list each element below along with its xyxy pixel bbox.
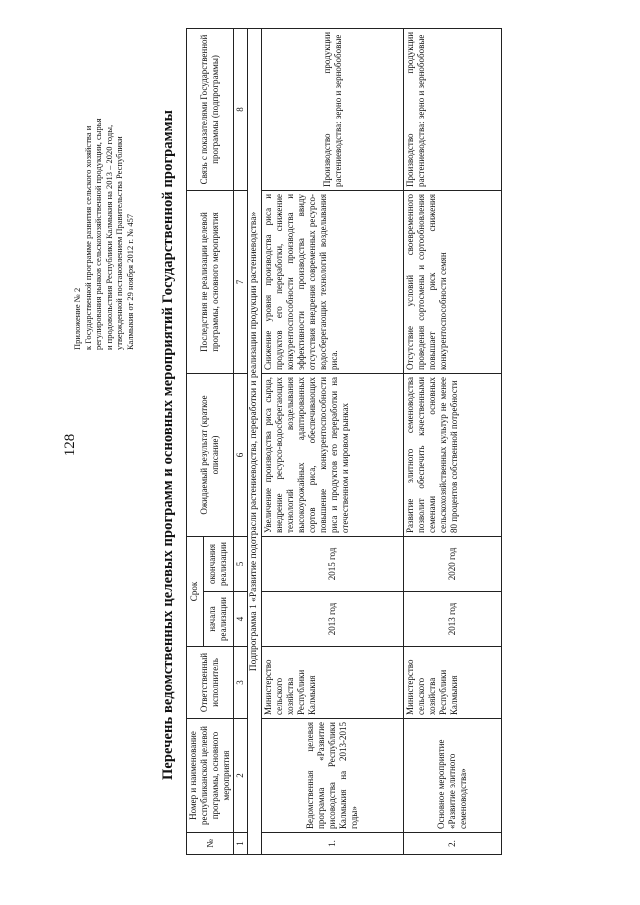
header-num: № <box>187 833 234 855</box>
subprogram-row <box>248 28 262 854</box>
header-result: Ожидаемый результат (краткое описание) <box>187 373 234 536</box>
header-row <box>187 28 204 854</box>
document-title: Перечень ведомственных целевых программ и основных мероприятий Государственной программы <box>160 109 176 781</box>
header-executor: Ответственный исполнитель <box>187 647 234 719</box>
table-row <box>262 28 404 854</box>
subprogram-title: Подпрограмма 1 «Развитие подотрасли растениеводства, переработки и реализации продукции растениеводства» <box>248 28 262 854</box>
header-consequences: Последствия не реализации целевой программы, основного мероприятия <box>187 190 234 373</box>
row-num: 1. <box>262 833 404 855</box>
annex-header <box>72 20 135 350</box>
row-end: 2015 год <box>262 536 404 591</box>
page-number: 128 <box>62 433 78 457</box>
annex-line: и продовольствия Республики Калмыкия на 2013 – 2020 годы, <box>103 124 114 350</box>
row-start: 2013 год <box>262 592 404 647</box>
row-consequences: Снижение уровня производства риса и продуктов его переработки, снижение конкурентоспособности производства и эффективности производства ввиду отсутствия внедрения современных ресурсо-водосберегающих технологий возделывания риса. <box>262 190 404 373</box>
annex-line: Приложение № 2 <box>72 287 82 350</box>
column-number: 8 <box>234 28 248 190</box>
column-number: 5 <box>234 536 248 591</box>
column-number: 4 <box>234 592 248 647</box>
header-link: Связь с показателями Государственной программы (подпрограммы) <box>187 28 234 190</box>
row-link: Производство продукции растениеводства: зерно и зернобобовые <box>262 28 404 190</box>
column-number: 2 <box>234 719 248 833</box>
row-link: Производство продукции растениеводства: зерно и зернобобовые <box>404 28 502 190</box>
annex-line: к Государственной программе развития сельского хозяйства и <box>82 125 93 350</box>
annex-line: регулирования рынков сельскохозяйственной продукции, сырья <box>93 118 103 350</box>
annex-line: утвержденной постановлением Правительства Республики <box>114 136 124 350</box>
row-executor: Министерство сельского хозяйства Республики Калмыкия <box>262 647 404 719</box>
annex-line: Калмыкия от 29 ноября 2012 г. № 457 <box>124 213 135 350</box>
row-result: Увеличение производства риса сырца, внедрение ресурсо-водосберегающих технологий возделывания высокоурожайных адаптированных сортов риса, обеспечивающих повышение конкурентоспособности риса и продуктов его переработки на отечественном и мировом рынках <box>262 373 404 536</box>
row-num: 2. <box>404 833 502 855</box>
row-name: Ведомственная целевая программа «Развитие рисоводства Республики Калмыкия на 2013-2015 годы» <box>262 719 404 833</box>
row-name: Основное мероприятие «Развитие элитного семеноводства» <box>404 719 502 833</box>
column-number: 6 <box>234 373 248 536</box>
header-term: Срок <box>187 536 204 646</box>
header-end: окончания реализации <box>203 536 233 591</box>
row-end: 2020 год <box>404 536 502 591</box>
row-start: 2013 год <box>404 592 502 647</box>
column-number-row <box>234 28 248 854</box>
programs-table <box>186 28 502 855</box>
row-consequences: Отсутствие условий своевременного проведения сортосмены и сортообновления повышает риск снижения конкурентоспособности семян <box>404 190 502 373</box>
row-result: Развитие элитного семеноводства позволит обеспечить качественными семенами основных сельскохозяйственных культур не менее 80 процентов собственной потребности <box>404 373 502 536</box>
row-executor: Министерство сельского хозяйства Республики Калмыкия <box>404 647 502 719</box>
table-row <box>404 28 502 854</box>
column-number: 1 <box>234 833 248 855</box>
header-start: начала реализации <box>203 592 233 647</box>
column-number: 3 <box>234 647 248 719</box>
column-number: 7 <box>234 190 248 373</box>
header-name: Номер и наименование республиканской целевой программы, основного мероприятия <box>187 719 234 833</box>
